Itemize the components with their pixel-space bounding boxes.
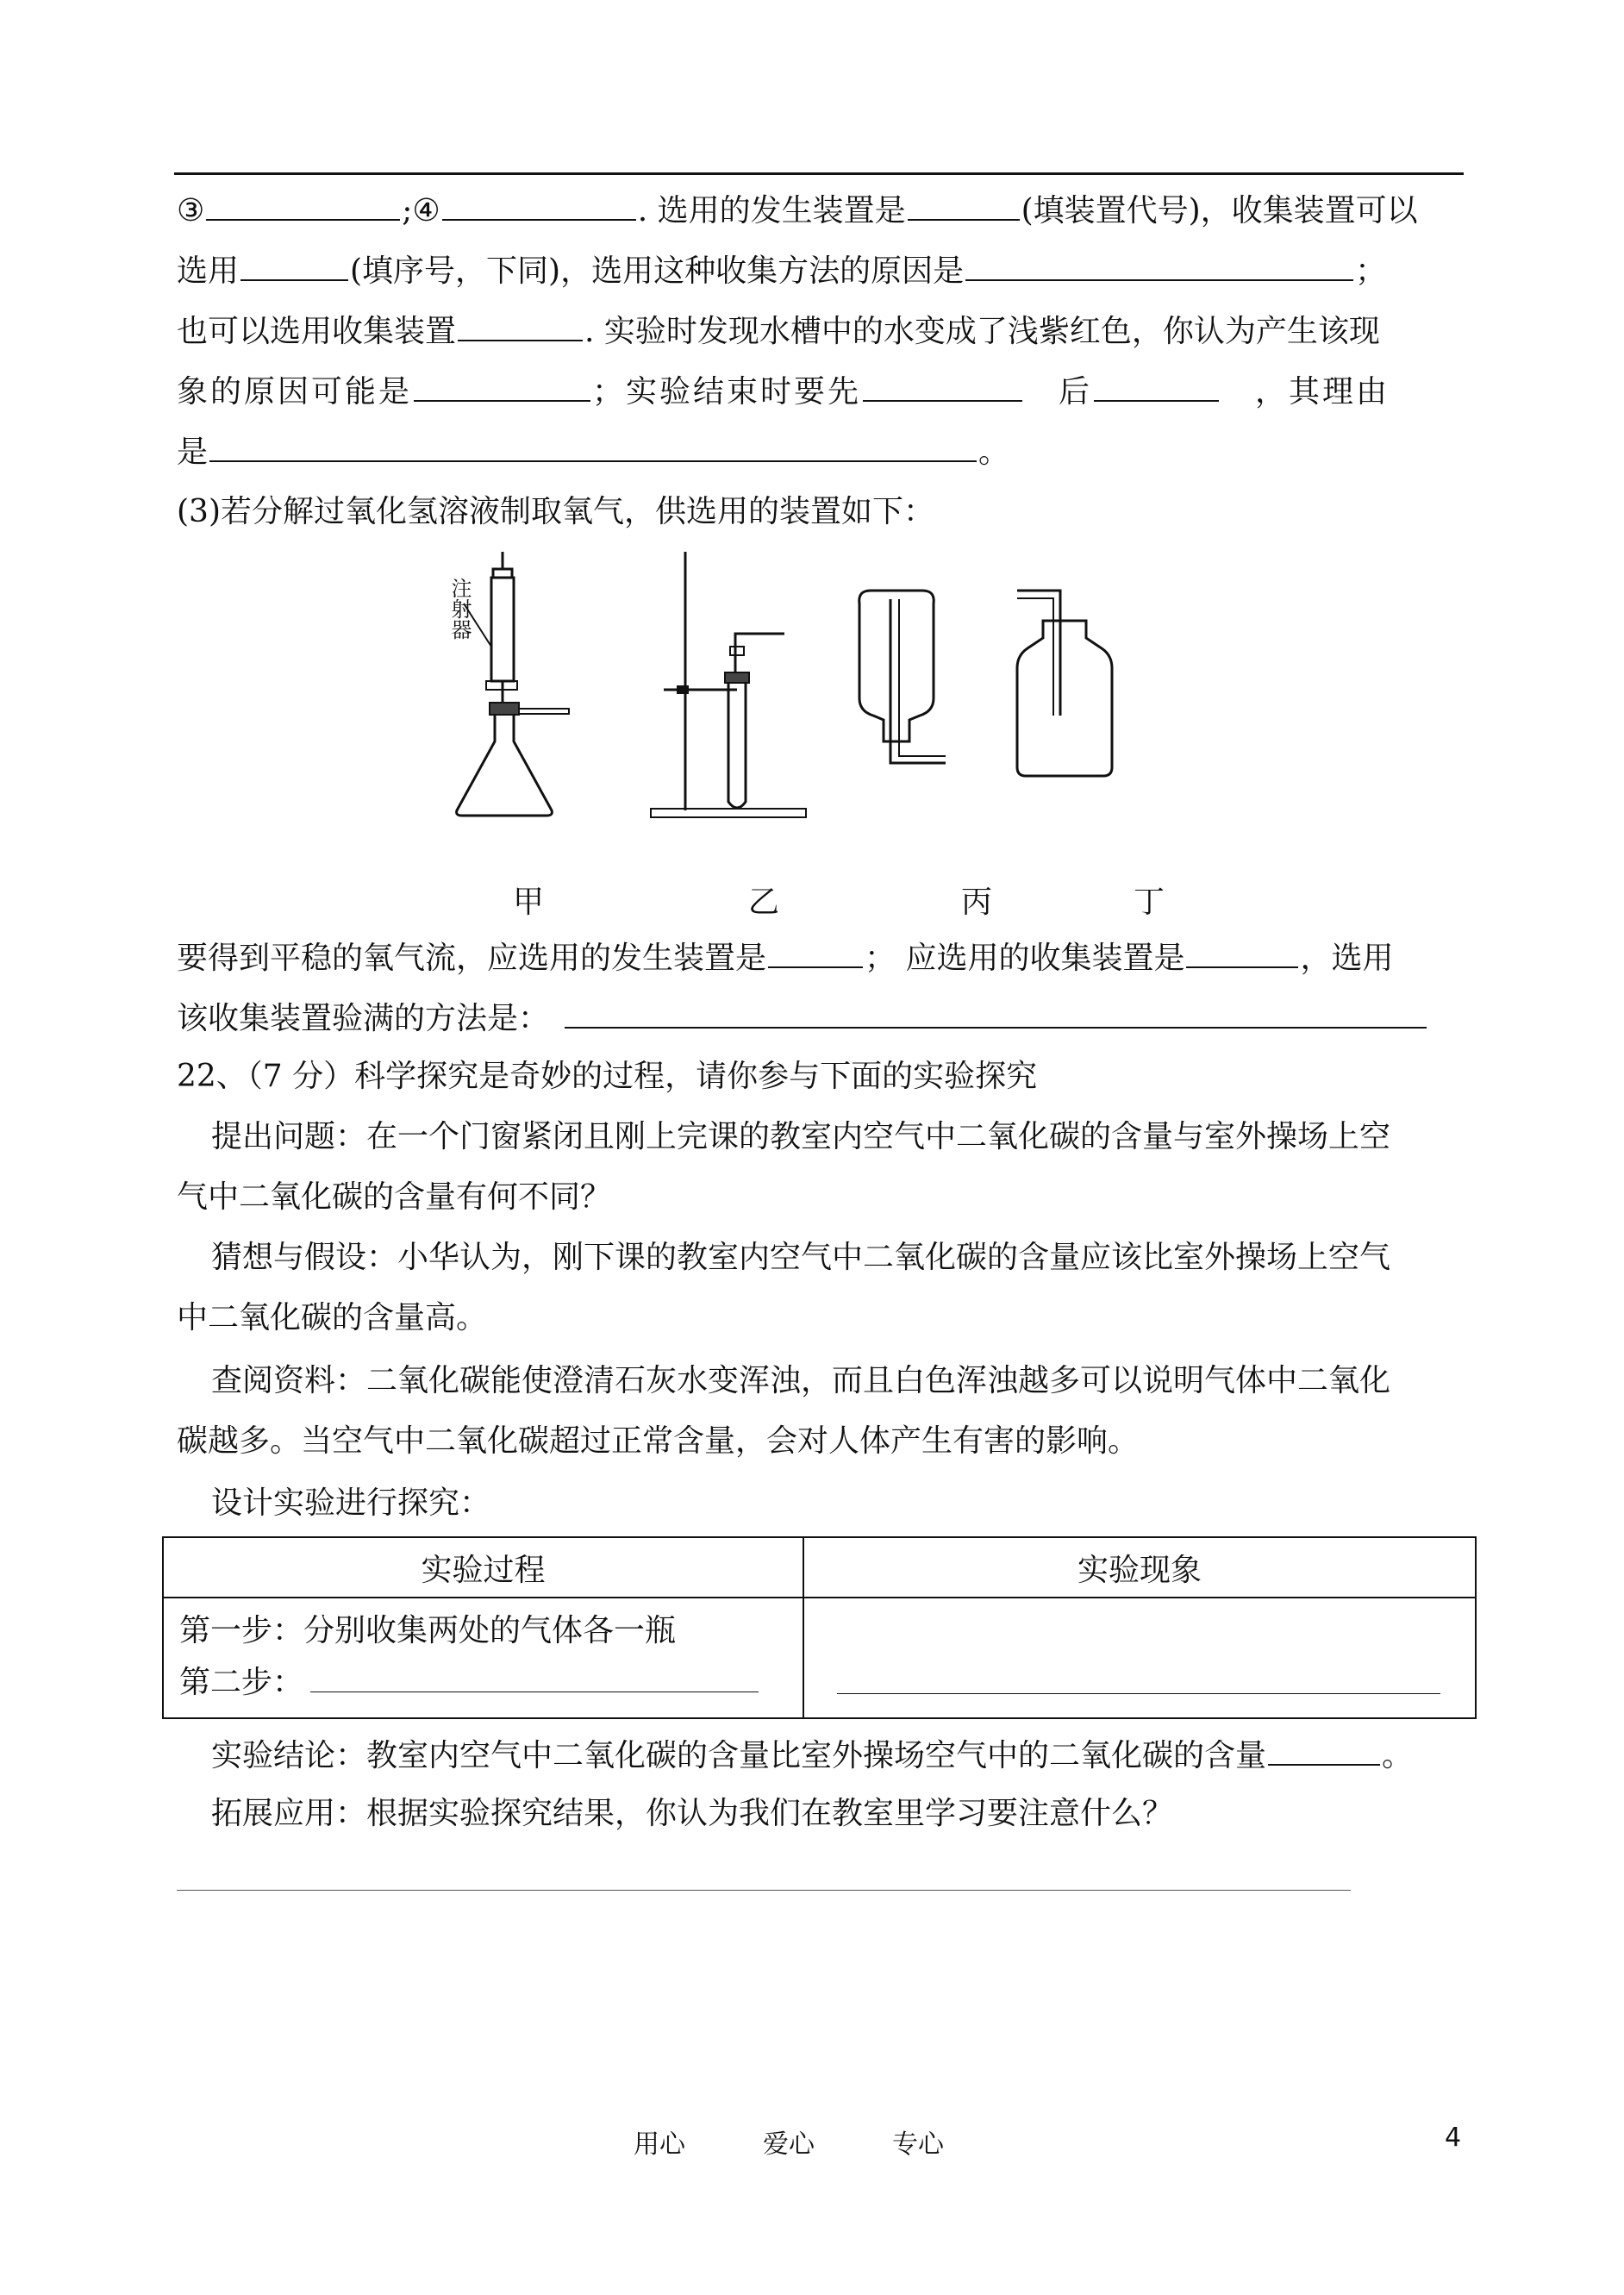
apparatus-jia-icon [440,552,638,828]
q22-conclusion: 实验结论：教室内空气中二氧化碳的含量比室外操场空气中的二氧化碳的含量 。 [211,1733,1413,1777]
answer-blank[interactable] [209,429,977,462]
q22-reference-b: 碳越多。当空气中二氧化碳超过正常含量，会对人体产生有害的影响。 [177,1423,1140,1459]
application-answer-line[interactable] [177,1890,1351,1891]
answer-blank[interactable] [565,996,1427,1029]
answer-blank[interactable] [310,1660,759,1692]
answer-blank[interactable] [458,309,583,341]
answer-blank[interactable] [1186,935,1298,968]
footer-a: 用心 [634,2129,685,2160]
table-header-phenomenon: 实验现象 [803,1537,1476,1598]
footer-b: 爱心 [763,2129,815,2160]
label-ding: 丁 [1134,885,1165,920]
q21-line-7: 该收集装置验满的方法是： [177,996,1428,1040]
circle-3: ③ [177,193,205,228]
q22-hypothesis-b: 中二氧化碳的含量高。 [177,1300,488,1335]
q21-line-6: 要得到平稳的氧气流，应选用的发生装置是 ； 应选用的收集装置是 ，选用 [177,935,1393,979]
q22-reference-a: 查阅资料：二氧化碳能使澄清石灰水变浑浊，而且白色浑浊越多可以说明气体中二氧化 [211,1363,1391,1398]
answer-blank[interactable] [908,188,1020,221]
answer-blank[interactable] [965,248,1353,281]
answer-blank[interactable] [442,188,636,221]
q22-design: 设计实验进行探究： [211,1485,491,1521]
table-cell-phenomenon [803,1598,1476,1718]
answer-blank[interactable] [414,369,590,402]
q21-line-4: 象的原因可能是 ；实验结束时要先 后 ，其理由 [177,369,1390,413]
q21-line-1: ③ ;④ . 选用的发生装置是 (填装置代号)，收集装置可以 [177,188,1418,232]
label-bing: 丙 [961,885,993,920]
apparatus-bing-icon [849,586,953,776]
q22-hypothesis-a: 猜想与假设：小华认为，刚下课的教室内空气中二氧化碳的含量应该比室外操场上空气 [211,1240,1391,1275]
label-jia: 甲 [513,885,545,920]
apparatus-ding-icon [1009,586,1121,785]
page-number: 4 [1445,2123,1462,2153]
q21-line-2: 选用 (填序号，下同)，选用这种收集方法的原因是 ； [177,248,1386,292]
apparatus-yi-icon [642,552,815,828]
answer-blank[interactable] [837,1662,1440,1694]
answer-blank[interactable] [1094,369,1219,402]
q21-line-5: 是 。 [177,429,1009,473]
q21-line-3: 也可以选用收集装置 . 实验时发现水槽中的水变成了浅紫红色，你认为产生该现 [177,309,1380,353]
syringe-label: 注射器 [447,578,472,640]
table-header-process: 实验过程 [163,1537,803,1598]
answer-blank[interactable] [206,188,400,221]
q22-application: 拓展应用：根据实验探究结果，你认为我们在教室里学习要注意什么？ [211,1796,1174,1831]
q22-title: 22、（7 分）科学探究是奇妙的过程，请你参与下面的实验探究 [177,1059,1038,1094]
answer-blank[interactable] [768,935,863,968]
step-2: 第二步： [179,1657,787,1709]
answer-blank[interactable] [240,248,348,281]
q22-question-a: 提出问题：在一个门窗紧闭且刚上完课的教室内空气中二氧化碳的含量与室外操场上空 [211,1119,1391,1154]
part3-intro: (3)若分解过氧化氢溶液制取氧气，供选用的装置如下： [177,494,934,529]
footer-c: 专心 [892,2129,944,2160]
label-yi: 乙 [748,885,780,920]
step-1: 第一步：分别收集两处的气体各一瓶 [179,1613,677,1648]
q22-question-b: 气中二氧化碳的含量有何不同？ [177,1179,612,1215]
top-rule [174,172,1464,175]
answer-blank[interactable] [863,369,1022,402]
table-cell-process [163,1598,803,1718]
experiment-table [162,1536,1477,1719]
answer-blank[interactable] [1268,1733,1380,1766]
apparatus-figures [440,552,1129,828]
